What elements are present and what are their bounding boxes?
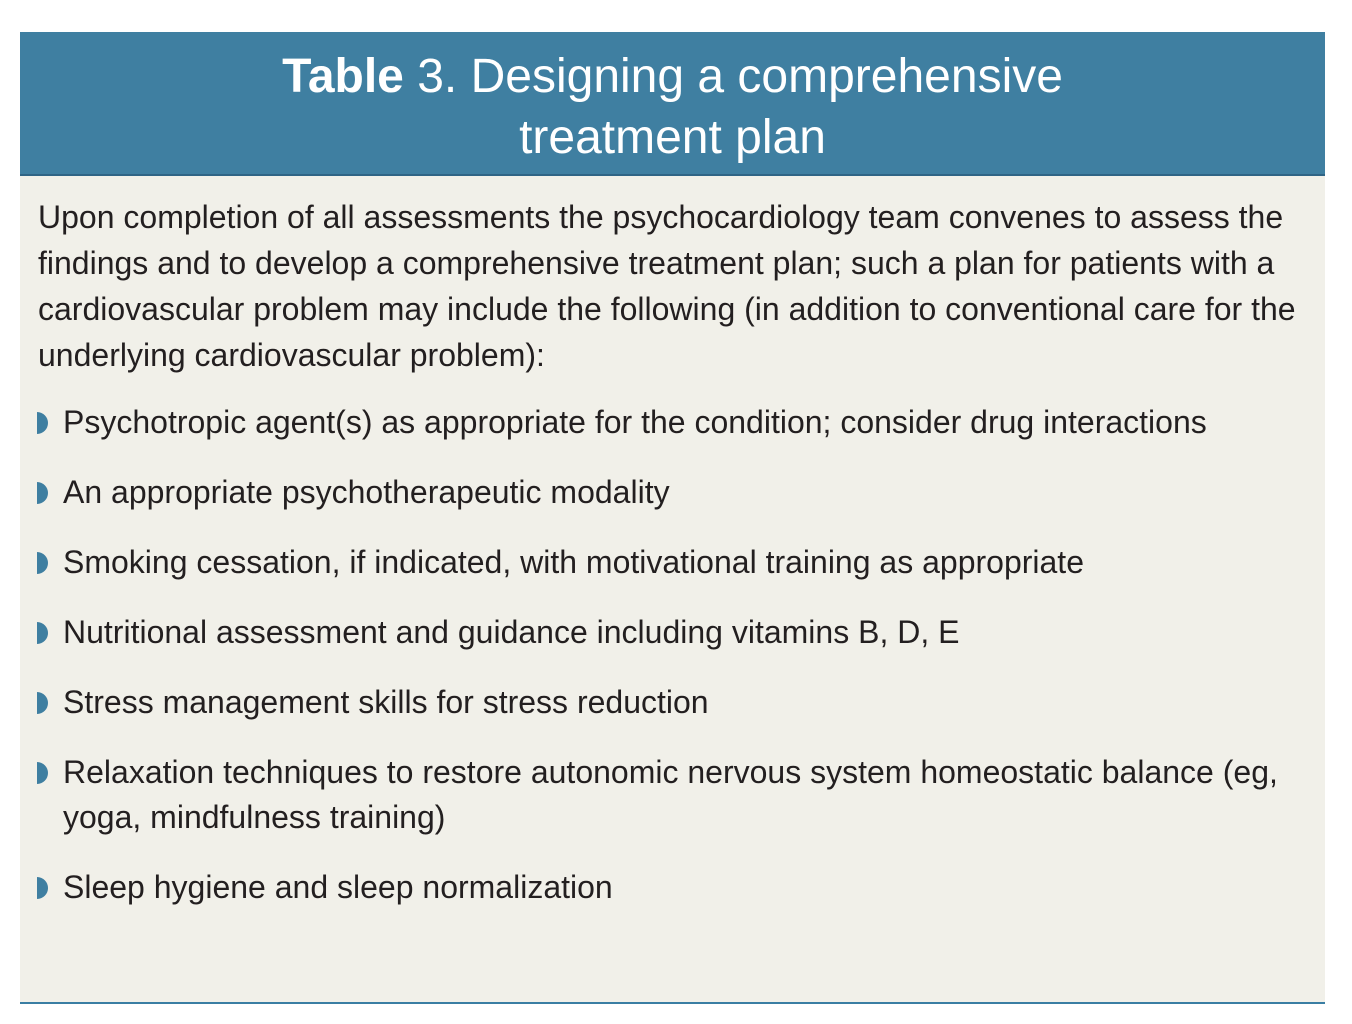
half-circle-bullet-icon <box>37 622 49 644</box>
half-circle-bullet-icon <box>37 877 49 899</box>
half-circle-bullet-icon <box>37 412 49 434</box>
list-item <box>20 610 1320 655</box>
list-item <box>20 750 1320 840</box>
half-circle-bullet-icon <box>37 692 49 714</box>
half-circle-bullet-icon <box>37 762 49 784</box>
table-label: Table <box>282 50 404 103</box>
treatment-plan-list <box>20 400 1320 935</box>
list-item-text: Nutritional assessment and guidance including vitamins B, D, E <box>63 614 960 650</box>
table-intro-text: Upon completion of all assessments the psychocardiology team convenes to assess the findings and to develop a comprehensive treatment plan; such a plan for patients with a cardiovascular problem may include the following (in addition to conventional care for the underlying cardiovascular problem): <box>38 199 1296 373</box>
list-item <box>20 470 1320 515</box>
list-item <box>20 540 1320 585</box>
half-circle-bullet-icon <box>37 552 49 574</box>
table-header <box>20 32 1325 176</box>
list-item-text: An appropriate psychotherapeutic modality <box>63 474 670 510</box>
list-item <box>20 400 1320 445</box>
table-title-line-2: treatment plan <box>519 111 826 164</box>
list-item-text: Sleep hygiene and sleep normalization <box>63 869 613 905</box>
table-title-part-1: Designing a comprehensive <box>470 50 1063 103</box>
half-circle-bullet-icon <box>37 482 49 504</box>
list-item <box>20 680 1320 725</box>
list-item-text: Relaxation techniques to restore autonomic nervous system homeostatic balance (eg, yoga, mindfulness training) <box>63 754 1278 835</box>
list-item-text: Stress management skills for stress reduction <box>63 684 709 720</box>
table-box <box>20 32 1325 1004</box>
list-item-text: Smoking cessation, if indicated, with motivational training as appropriate <box>63 544 1084 580</box>
table-title-line-1 <box>20 46 1325 107</box>
list-item <box>20 865 1320 910</box>
table-number: 3. <box>417 50 458 103</box>
list-item-text: Psychotropic agent(s) as appropriate for the condition; consider drug interactions <box>63 404 1207 440</box>
